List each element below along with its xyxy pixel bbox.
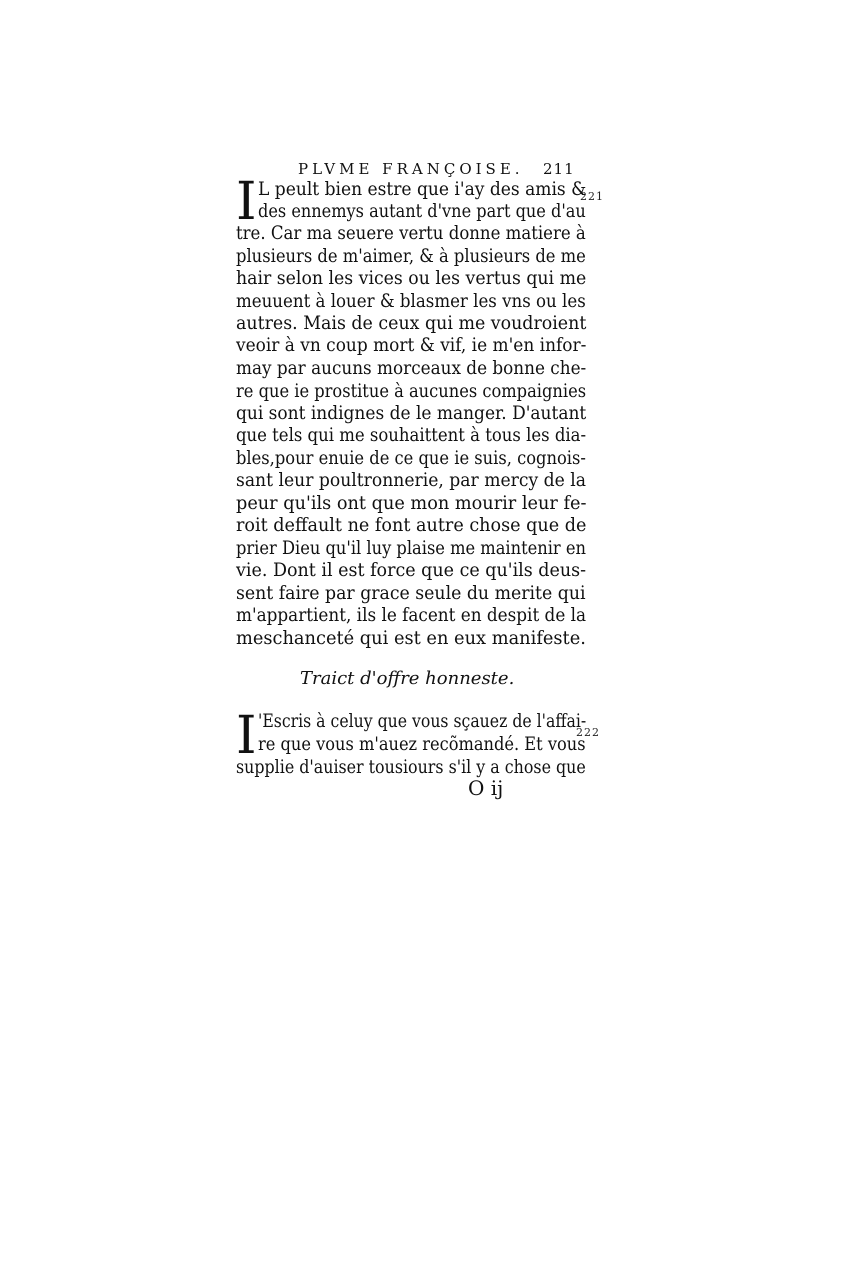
running-head	[298, 160, 578, 178]
text-line: meuuent à louer & blasmer les vns ou les	[236, 290, 586, 312]
section-heading: Traict d'offre honneste.	[300, 668, 515, 689]
text-line: peur qu'ils ont que mon mourir leur fe-	[236, 492, 587, 514]
text-line: 'Escris à celuy que vous sçauez de l'affai-	[258, 710, 587, 732]
text-line: vie. Dont il est force que ce qu'ils deus-	[236, 559, 587, 581]
text-line: re que vous m'auez recõmandé. Et vous	[258, 733, 586, 755]
text-line: bles,pour enuie de ce que ie suis, cognois-	[236, 447, 586, 469]
text-line: autres. Mais de ceux qui me voudroient	[236, 312, 587, 334]
text-line: hair selon les vices ou les vertus qui me	[236, 267, 587, 289]
text-line: veoir à vn coup mort & vif, ie m'en infor-	[236, 334, 587, 356]
text-line: que tels qui me souhaittent à tous les dia-	[236, 424, 587, 446]
text-line: may par aucuns morceaux de bonne che-	[236, 357, 587, 379]
running-title: PLVME FRANÇOISE.	[298, 160, 524, 178]
text-line: sent faire par grace seule du merite qui	[236, 582, 586, 604]
text-line: roit deffault ne font autre chose que de	[236, 514, 587, 536]
text-line: tre. Car ma seuere vertu donne matiere à	[236, 222, 586, 244]
signature-mark: O ij	[468, 776, 504, 800]
drop-cap-initial: I	[236, 172, 257, 232]
text-line: plusieurs de m'aimer, & à plusieurs de me	[236, 245, 586, 267]
text-line: supplie d'auiser tousiours s'il y a chose que	[236, 756, 586, 778]
text-line: des ennemys autant d'vne part que d'au	[258, 200, 586, 222]
marginal-number: 221	[580, 190, 604, 203]
text-line: L peult bien estre que i'ay des amis &	[258, 178, 587, 200]
text-line: m'appartient, ils le facent en despit de la	[236, 604, 587, 626]
text-line: meschanceté qui est en eux manifeste.	[236, 627, 586, 649]
text-line: qui sont indignes de le manger. D'autant	[236, 402, 587, 424]
page-number: 211	[543, 160, 575, 178]
drop-cap-initial: I	[236, 706, 257, 766]
marginal-number: 222	[576, 726, 600, 739]
text-line: re que ie prostitue à aucunes compaignies	[236, 380, 587, 402]
text-line: sant leur poultronnerie, par mercy de la	[236, 469, 587, 491]
text-line: prier Dieu qu'il luy plaise me maintenir en	[236, 537, 586, 559]
